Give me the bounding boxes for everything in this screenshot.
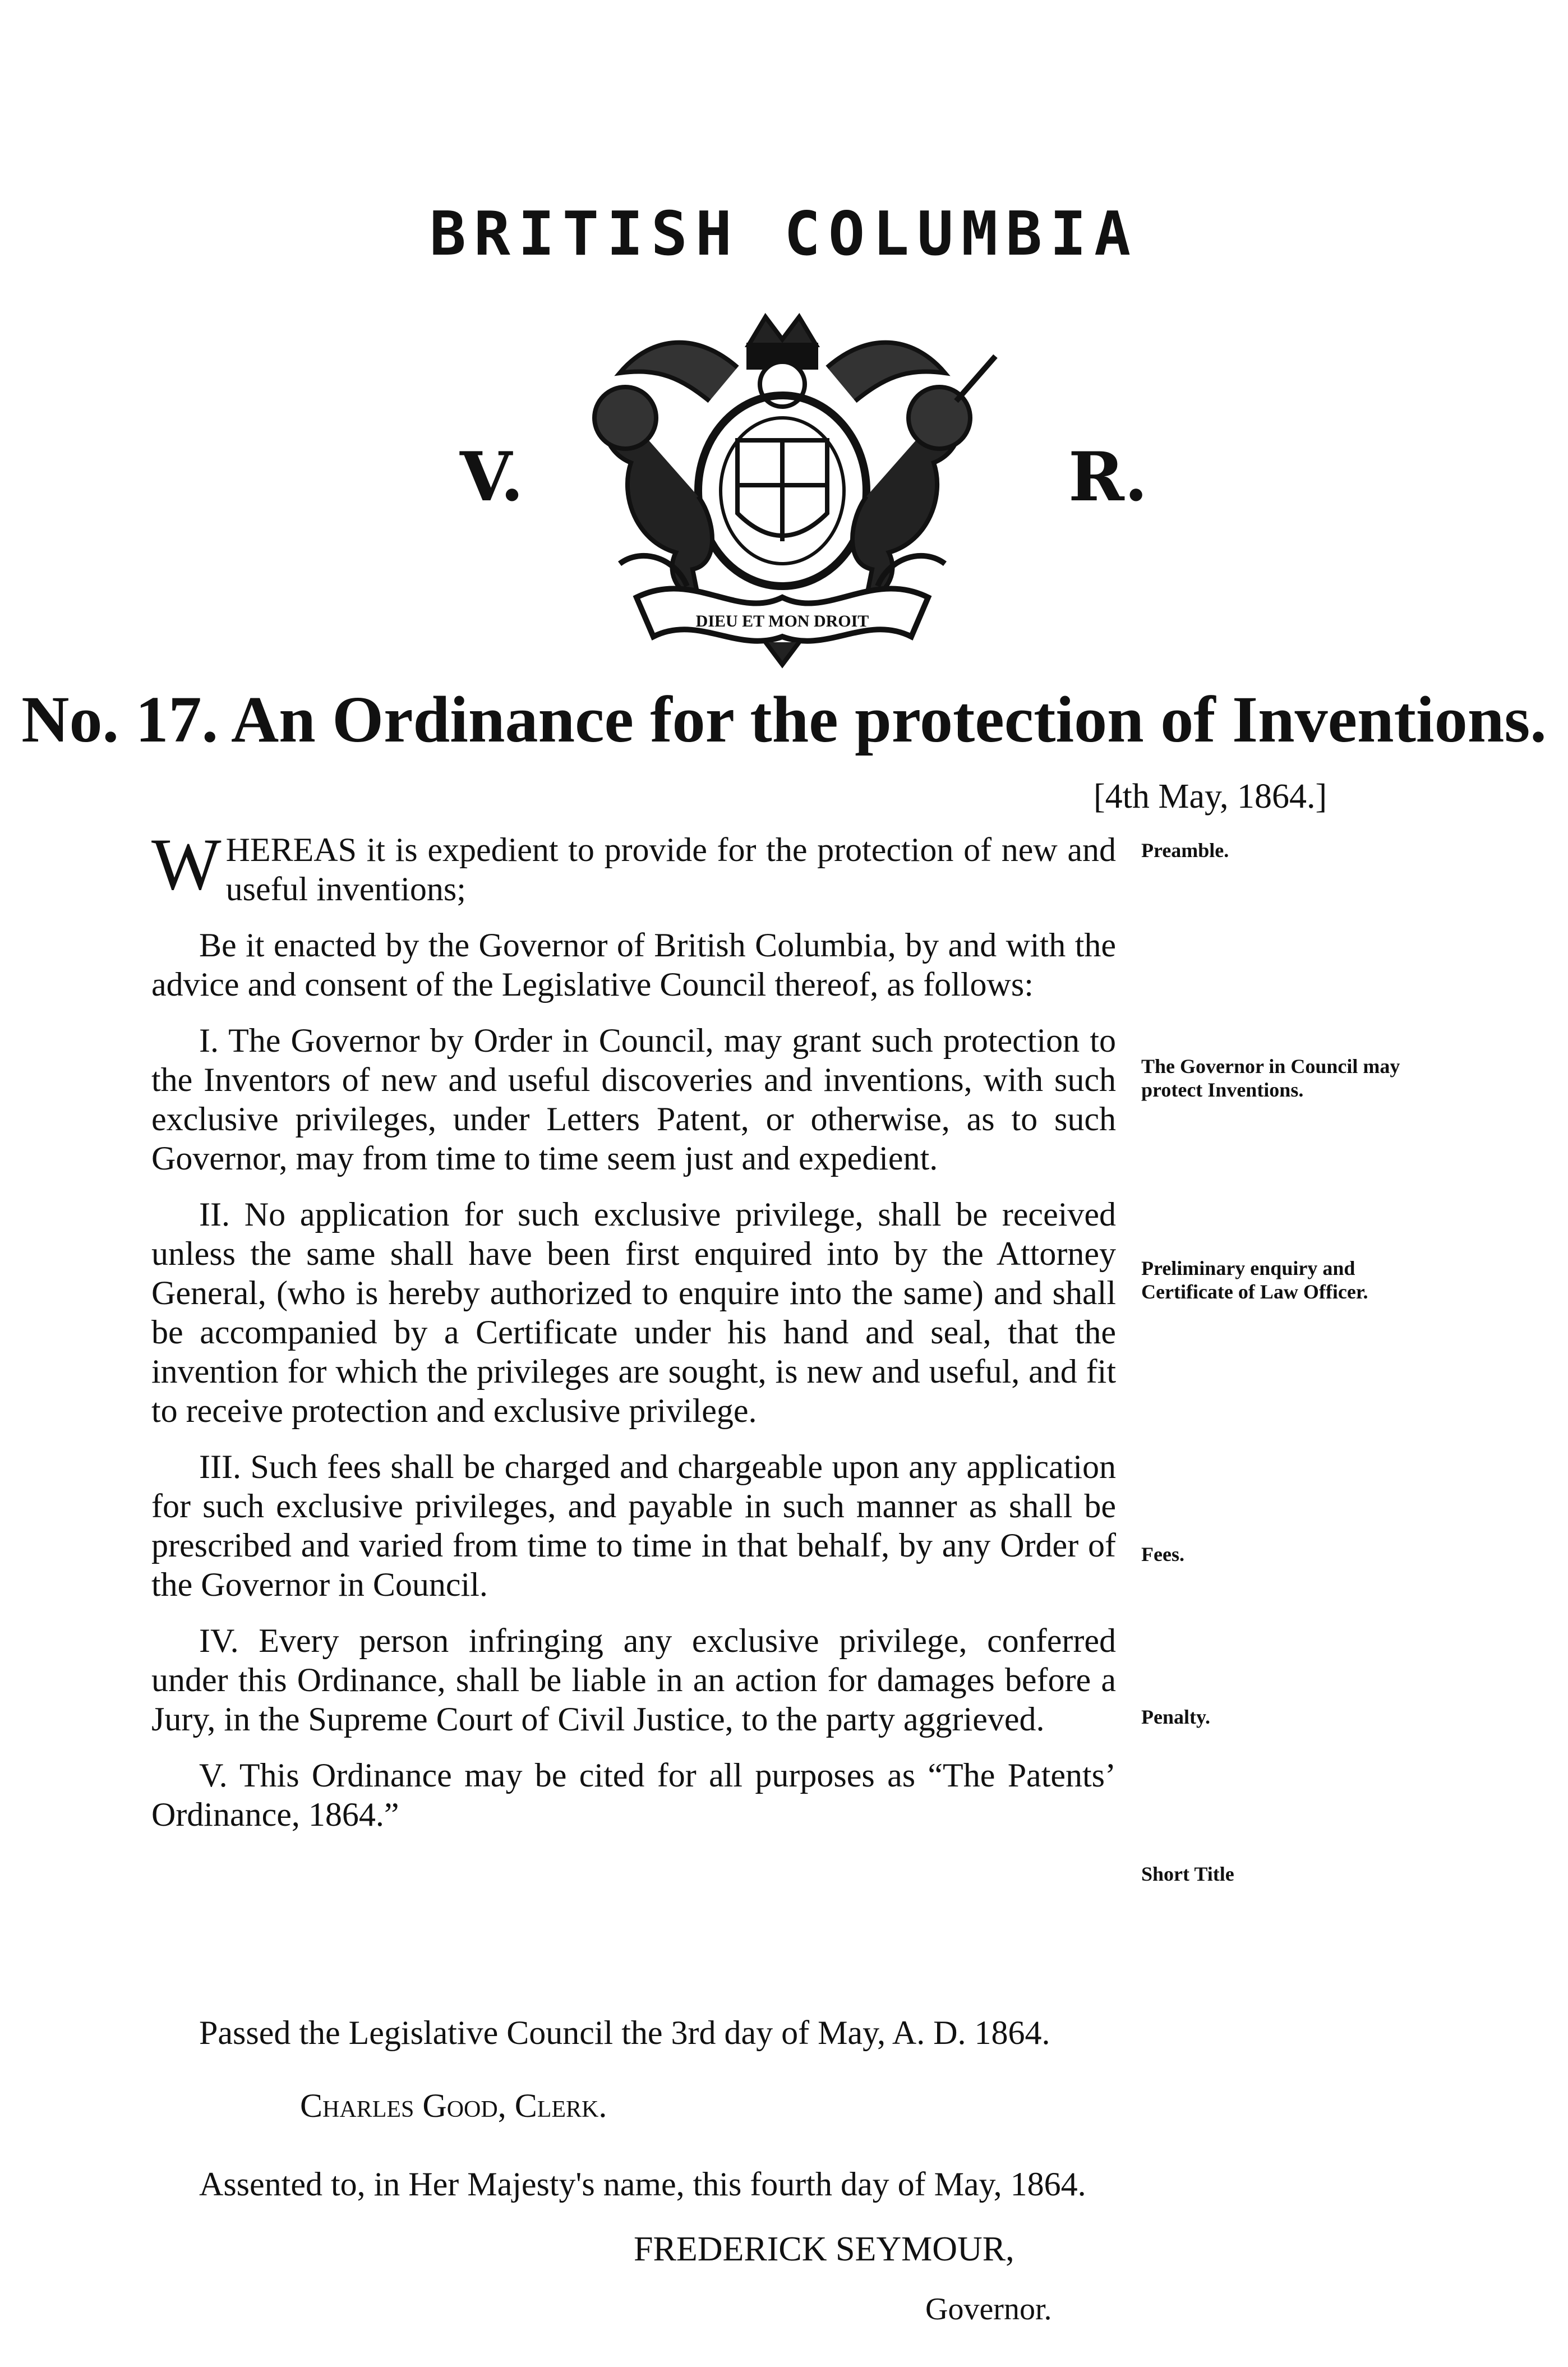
assent-line: Assented to, in Her Majesty's name, this fourth day of May, 1864. bbox=[199, 2166, 1086, 2203]
marginal-note-penalty: Penalty. bbox=[1141, 1706, 1210, 1728]
section-3: III. Such fees shall be charged and chargeable upon any application for such exclusive privileges, and payable in such manner as shall be prescribed and varied from time to time in that behalf, by any Order of the Governor in Council. bbox=[151, 1448, 1116, 1603]
preamble-paragraph bbox=[151, 823, 1116, 909]
marginal-note-fees: Fees. bbox=[1141, 1543, 1184, 1565]
section-4: IV. Every person infringing any exclusive privilege, conferred under this Ordinance, shall be liable in an action for damages before a Jury, in the Supreme Court of Civil Justice, to the party aggrieved. bbox=[151, 1622, 1116, 1738]
section-2: II. No application for such exclusive privilege, shall be received unless the same shall have been first enquired into by the Attorney General, (who is hereby authorized to enquire into the same) and shall be accompanied by a Certificate under his hand and seal, that the invention for which the privileges are sought, is new and useful, and fit to receive protection and exclusive privilege. bbox=[151, 1196, 1116, 1429]
royal-coat-of-arms-icon bbox=[552, 306, 1012, 670]
preamble-text: HEREAS it is expedient to provide for the protection of new and useful inventions; bbox=[225, 831, 1116, 908]
ordinance-date: [4th May, 1864.] bbox=[1094, 777, 1327, 816]
section-5: V. This Ordinance may be cited for all purposes as “The Patents’ Ordinance, 1864.” bbox=[151, 1757, 1116, 1833]
jurisdiction-heading: BRITISH COLUMBIA bbox=[429, 199, 1139, 269]
royal-cypher-left: V. bbox=[460, 438, 524, 517]
preamble-dropcap: W bbox=[151, 823, 222, 905]
passed-line: Passed the Legislative Council the 3rd day of May, A. D. 1864. bbox=[199, 2014, 1050, 2051]
marginal-note-short-title: Short Title bbox=[1141, 1863, 1234, 1885]
section-1: I. The Governor by Order in Council, may grant such protection to the Inventors of new and useful discoveries and inventions, with such exclusive privileges, under Letters Patent, or otherwise, as to such Governor, may from time to time seem just and expedient. bbox=[151, 1022, 1116, 1177]
enacting-clause: Be it enacted by the Governor of British Columbia, by and with the advice and consent of the Legislative Council thereof, as follows: bbox=[151, 927, 1116, 1003]
signer-name: FREDERICK SEYMOUR, bbox=[634, 2230, 1014, 2268]
royal-cypher-right: R. bbox=[1068, 438, 1148, 517]
crest-motto: DIEU ET MON DROIT bbox=[695, 612, 869, 630]
ordinance-body bbox=[151, 823, 1116, 1851]
marginal-note-prelim: Preliminary enquiry and Certificate of Law Officer. bbox=[1141, 1257, 1368, 1303]
ordinance-title: No. 17. An Ordinance for the protection of Inventions. bbox=[21, 683, 1547, 756]
marginal-note-governor: The Governor in Council may protect Inventions. bbox=[1141, 1055, 1400, 1101]
signer-role: Governor. bbox=[925, 2292, 1052, 2327]
clerk-line: Charles Good, Clerk. bbox=[300, 2087, 607, 2124]
marginal-note-preamble: Preamble. bbox=[1141, 839, 1229, 862]
